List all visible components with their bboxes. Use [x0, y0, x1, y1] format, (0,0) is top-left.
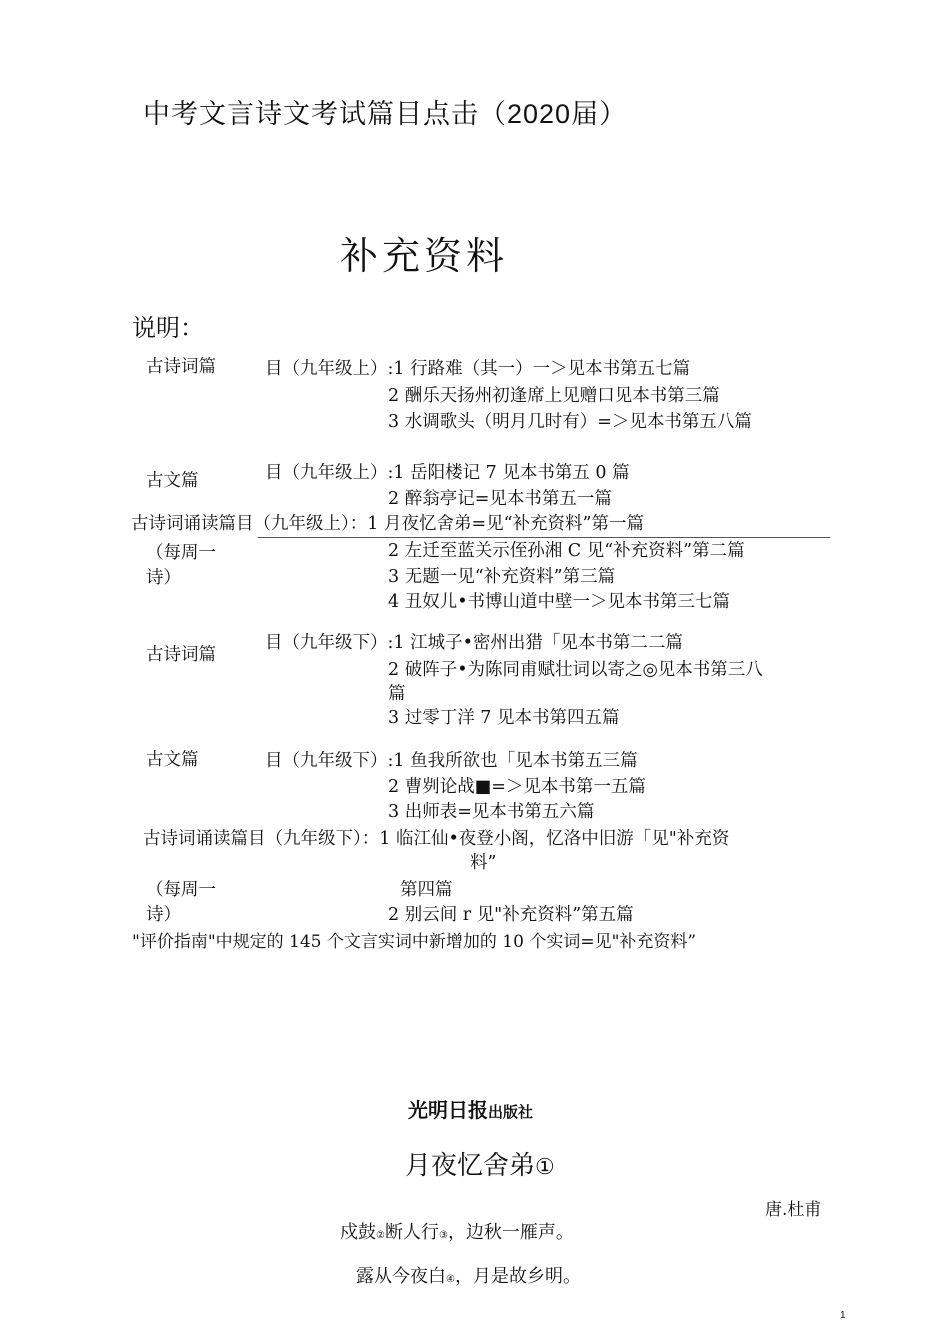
- category-label: 古文篇: [146, 471, 199, 491]
- list-item: 古诗词诵读篇目（九年级下）：1 临江仙•夜登小阁，忆洛中旧游「见"补充资: [143, 829, 730, 849]
- footer-note: "评价指南"中规定的 145 个文言实词中新增加的 10 个实词=见"补充资料”: [132, 932, 697, 952]
- poem-line: 露从今夜白④，月是故乡明。: [356, 1266, 581, 1287]
- category-label: 古诗词篇: [146, 357, 216, 377]
- document-title: 中考文言诗文考试篇目点击（2020届）: [143, 99, 628, 130]
- category-note: （每周一: [146, 543, 216, 563]
- list-item: 3 无题一见“补充资料”第三篇: [388, 567, 616, 587]
- list-item: 2 醉翁亭记=见本书第五一篇: [388, 489, 612, 509]
- poem-title: 月夜忆舍弟①: [405, 1151, 555, 1181]
- list-item: 3 过零丁洋 7 见本书第四五篇: [388, 708, 620, 728]
- list-item: 2 酬乐天扬州初逢席上见赠口见本书第三篇: [388, 386, 720, 406]
- list-item: 目（九年级下）:1 鱼我所欲也「见本书第五三篇: [265, 751, 638, 771]
- list-item: 古诗词诵读篇目（九年级上）：1 月夜忆舍弟=见“补充资料”第一篇: [131, 514, 645, 534]
- poem-line: 戍鼓②断人行③，边秋一雁声。: [340, 1222, 574, 1243]
- list-item: 目（九年级上）:1 行路难（其一）一＞见本书第五七篇: [265, 359, 691, 379]
- note-label: 说明：: [132, 314, 204, 342]
- category-note: 诗）: [146, 568, 181, 588]
- list-item: 目（九年级上）:1 岳阳楼记 7 见本书第五 0 篇: [265, 463, 630, 483]
- page-number: 1: [840, 1310, 846, 1321]
- list-item: 2 别云间 r 见"补充资料”第五篇: [388, 905, 634, 925]
- category-note: （每周一: [146, 880, 216, 900]
- list-item: 3 水调歌头（明月几时有）=＞见本书第五八篇: [388, 412, 752, 432]
- list-item: 3 出师表=见本书第五六篇: [388, 802, 595, 822]
- list-item: 目（九年级下）:1 江城子•密州出猎「见本书第二二篇: [265, 633, 683, 653]
- publisher-name: 光明日报出版社: [408, 1098, 534, 1122]
- list-item: 第四篇: [400, 880, 453, 900]
- category-label: 古文篇: [146, 750, 199, 770]
- footnote-marker: ①: [535, 1155, 555, 1180]
- list-item: 2 曹刿论战■=＞见本书第一五篇: [388, 777, 646, 797]
- list-item: 2 左迁至蓝关示侄孙湘 C 见“补充资料”第二篇: [388, 541, 745, 561]
- poem-author: 唐.杜甫: [765, 1200, 822, 1220]
- category-note: 诗）: [146, 905, 181, 925]
- list-item: 4 丑奴儿•书博山道中壁一＞见本书第三七篇: [388, 592, 731, 612]
- list-item: 篇: [388, 684, 406, 704]
- category-label: 古诗词篇: [146, 645, 216, 665]
- section-title: 补充资料: [340, 234, 509, 278]
- divider: [258, 537, 830, 538]
- list-item: 2 破阵子•为陈同甫赋壮词以寄之◎见本书第三八: [388, 660, 763, 680]
- list-item: 料”: [470, 853, 497, 873]
